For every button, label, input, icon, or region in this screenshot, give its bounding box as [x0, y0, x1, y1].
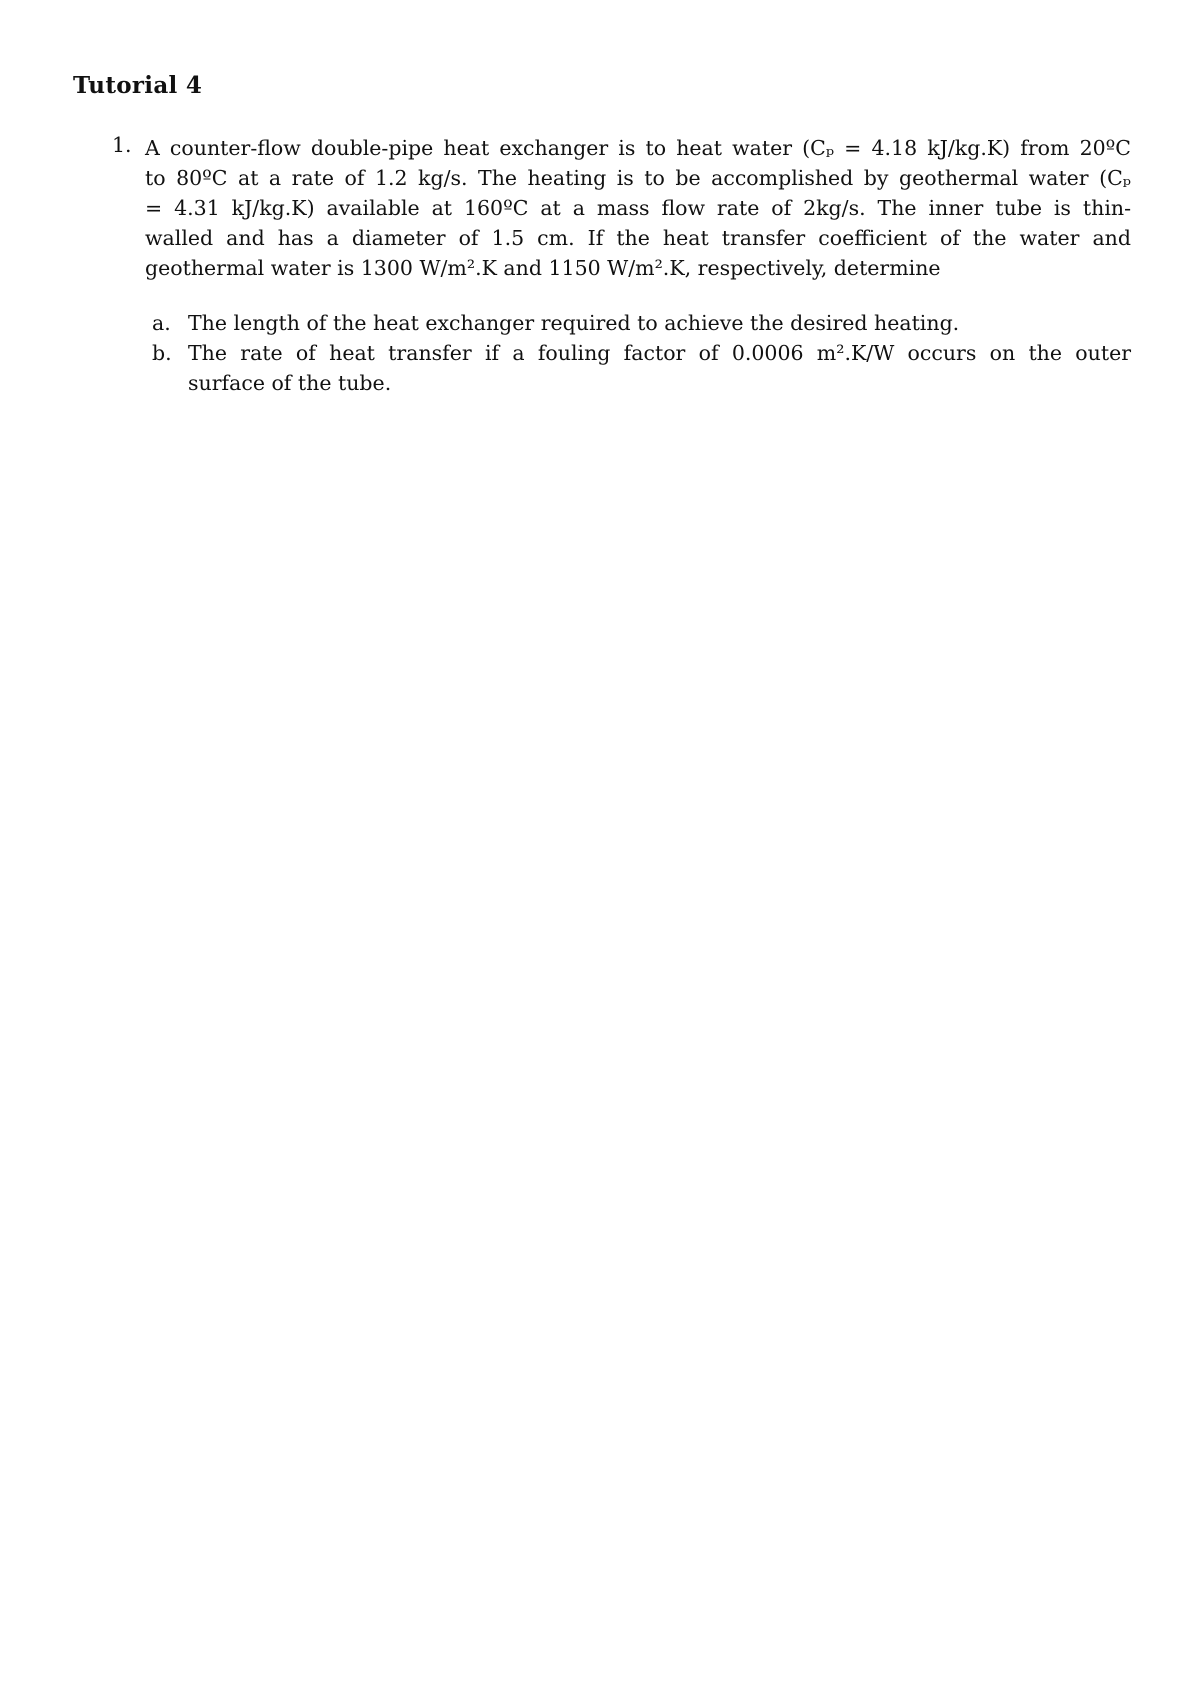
sub-question-text — [188, 308, 1131, 338]
sub-question-line: The length of the heat exchanger required to achieve the desired heating. — [188, 311, 960, 335]
sub-question-line: The rate of heat transfer if a fouling factor of 0.0006 m².K/W occurs on the outer — [188, 341, 1131, 365]
question-number: 1. — [112, 133, 132, 157]
question-line: walled and has a diameter of 1.5 cm. If the heat transfer coefficient of the water and — [145, 226, 1131, 250]
question-line: to 80ºC at a rate of 1.2 kg/s. The heating is to be accomplished by geothermal water (Cₚ — [145, 166, 1131, 190]
question-line: = 4.31 kJ/kg.K) available at 160ºC at a mass flow rate of 2kg/s. The inner tube is thin- — [145, 196, 1131, 220]
question-line: A counter-flow double-pipe heat exchanger is to heat water (Cₚ = 4.18 kJ/kg.K) from 20ºC — [145, 136, 1131, 160]
sub-question-list — [150, 308, 1131, 398]
sub-question-letter: b. — [152, 341, 172, 365]
sub-question-line: surface of the tube. — [188, 371, 392, 395]
sub-question-letter: a. — [152, 311, 171, 335]
question-line: geothermal water is 1300 W/m².K and 1150 W/m².K, respectively, determine — [145, 256, 941, 280]
sub-question-text — [188, 338, 1131, 398]
sub-question-b — [150, 338, 1131, 398]
question-text — [145, 133, 1131, 283]
sub-question-a — [150, 308, 1131, 338]
page-title: Tutorial 4 — [73, 72, 203, 99]
